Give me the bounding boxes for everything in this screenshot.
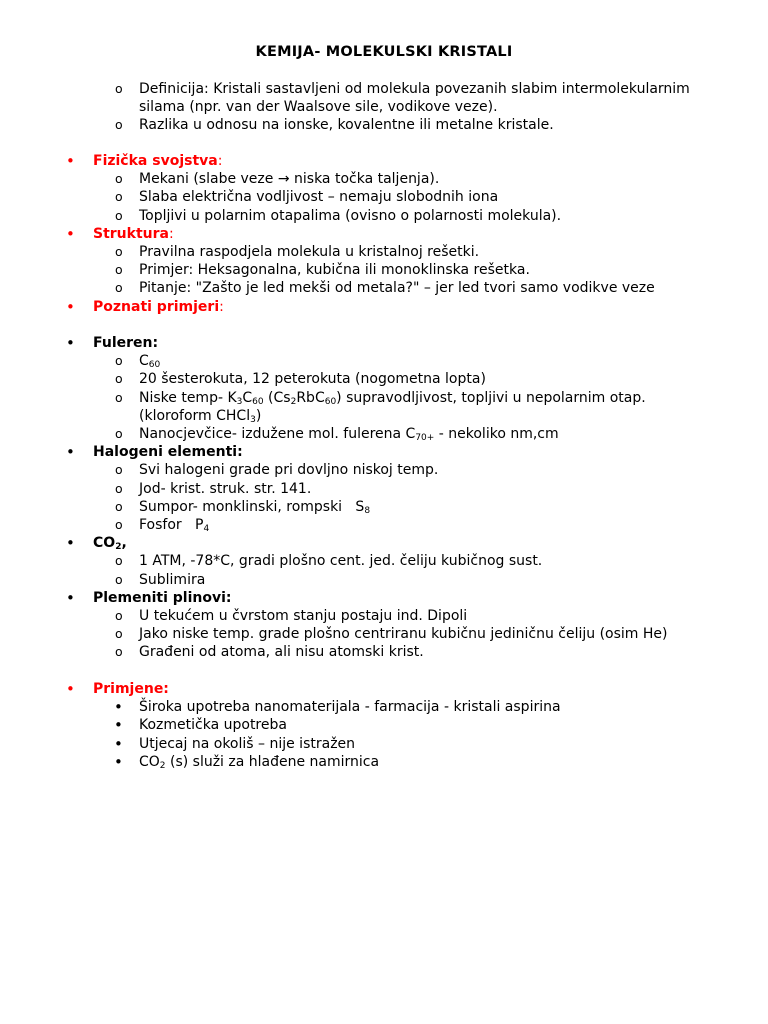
circle-bullet-icon: o <box>115 480 123 496</box>
list-item <box>0 425 768 443</box>
text-part: CO <box>93 535 116 552</box>
list-item-text: Topljivi u polarnim otapalima (ovisno o polarnosti molekula). <box>139 207 562 224</box>
list-item-text: Pitanje: "Zašto je led mekši od metala?" – jer led tvori samo vodikve veze <box>139 280 655 297</box>
circle-bullet-icon: o <box>115 117 123 133</box>
circle-bullet-icon: o <box>115 626 123 642</box>
list-item-text <box>139 352 719 370</box>
bullet-icon: • <box>66 534 75 553</box>
circle-bullet-icon: o <box>115 498 123 514</box>
bullet-icon: • <box>66 334 75 352</box>
circle-bullet-icon: o <box>115 189 123 205</box>
formula-subscript: 4 <box>203 524 210 535</box>
formula-text: C <box>139 353 149 370</box>
red-bullet-icon: • <box>66 297 75 316</box>
list-item <box>0 461 768 479</box>
text-part: ) <box>255 407 262 424</box>
circle-bullet-icon: o <box>115 426 123 442</box>
circle-bullet-icon: o <box>115 280 123 296</box>
list-item <box>0 516 768 534</box>
section-heading-row <box>0 334 768 352</box>
section-heading-row <box>0 152 768 170</box>
text-part: Nanocjevčice- izdužene mol. fulerena C <box>139 426 416 443</box>
list-item <box>0 279 768 297</box>
text-part: (s) služi za hlađene namirnica <box>165 753 380 770</box>
text-part: C <box>242 389 253 406</box>
section-examples <box>0 334 768 662</box>
list-item <box>0 261 768 279</box>
red-bullet-icon: • <box>66 680 75 698</box>
list-item-text: Sublimira <box>139 571 206 588</box>
list-item <box>0 735 768 753</box>
document-title: KEMIJA- MOLEKULSKI KRISTALI <box>255 44 513 60</box>
list-item-text: Pravilna raspodjela molekula u kristalnoj rešetki. <box>139 244 480 261</box>
text-part: Fosfor P <box>139 517 204 534</box>
formula-subscript: 2 <box>290 396 297 407</box>
text-part: Niske temp- K <box>139 389 237 406</box>
subheading-co2 <box>93 534 768 552</box>
section-heading-row <box>0 225 768 243</box>
formula-subscript: 3 <box>250 414 256 425</box>
heading-colon: : <box>219 298 224 315</box>
list-item <box>0 116 768 134</box>
circle-bullet-icon: o <box>115 371 123 387</box>
list-item <box>0 80 768 116</box>
list-item <box>0 643 768 661</box>
bullet-icon: • <box>114 734 123 753</box>
formula-subscript: 70+ <box>415 433 435 444</box>
section-applications <box>0 680 768 771</box>
formula-subscript: 2 <box>159 760 166 771</box>
text-part: , <box>121 535 127 552</box>
list-item-text: 1 ATM, -78*C, gradi plošno cent. jed. čeliju kubičnog sust. <box>139 553 543 570</box>
red-bullet-icon: • <box>66 152 75 170</box>
text-part: (Cs <box>263 389 291 406</box>
circle-bullet-icon: o <box>115 262 123 278</box>
list-item <box>0 753 768 771</box>
circle-bullet-icon: o <box>115 244 123 260</box>
section-heading-row <box>0 680 768 698</box>
heading-colon: : <box>168 225 174 242</box>
circle-bullet-icon: o <box>115 553 123 569</box>
circle-bullet-icon: o <box>115 389 123 405</box>
text-part: ) supravodljivost, topljivi u nepolarnim otap. (kloroform CHCl <box>139 389 646 424</box>
list-item-text <box>139 516 719 534</box>
list-item-text <box>139 498 719 516</box>
text-part: Sumpor- monklinski, rompski S <box>139 498 365 515</box>
list-item <box>0 698 768 716</box>
circle-bullet-icon: o <box>115 517 123 533</box>
section-heading-row <box>0 443 768 461</box>
list-item <box>0 188 768 206</box>
section-physical-properties <box>0 152 768 316</box>
red-bullet-icon: • <box>66 224 75 243</box>
list-item <box>0 170 768 188</box>
section-heading: Primjene: <box>93 681 169 697</box>
list-item-text: Svi halogeni grade pri dovljno niskoj temp. <box>139 462 439 479</box>
text-part: CO <box>139 753 160 770</box>
text-part: RbC <box>296 389 325 406</box>
list-item <box>0 480 768 498</box>
intro-list <box>0 80 768 135</box>
list-item <box>0 552 768 570</box>
text-part: - nekoliko nm,cm <box>434 426 559 443</box>
list-item-text: Jod- krist. struk. str. 141. <box>139 480 312 497</box>
list-item <box>0 389 768 425</box>
circle-bullet-icon: o <box>115 207 123 223</box>
formula-subscript: 3 <box>236 396 243 407</box>
section-heading-row <box>0 534 768 552</box>
circle-bullet-icon: o <box>115 462 123 478</box>
formula-subscript: 2 <box>115 542 122 553</box>
formula-subscript: 60 <box>252 396 264 407</box>
list-item <box>0 207 768 225</box>
formula-subscript: 60 <box>148 360 161 371</box>
bullet-icon: • <box>114 698 123 717</box>
intro-difference: Razlika u odnosu na ionske, kovalentne ili metalne kristale. <box>139 117 554 134</box>
section-heading-row <box>0 589 768 607</box>
list-item <box>0 571 768 589</box>
list-item <box>0 716 768 734</box>
list-item-text: Slaba električna vodljivost – nemaju slobodnih iona <box>139 189 499 206</box>
circle-bullet-icon: o <box>115 644 123 660</box>
section-heading: Fizička svojstva <box>93 153 218 169</box>
list-item-text: Utjecaj na okoliš – nije istražen <box>139 735 356 752</box>
bullet-icon: • <box>114 752 123 771</box>
list-item <box>0 498 768 516</box>
list-item-text <box>139 389 719 425</box>
list-item <box>0 625 768 643</box>
section-heading-row <box>0 298 768 316</box>
list-item-text: 20 šesterokuta, 12 peterokuta (nogometna lopta) <box>139 371 486 388</box>
circle-bullet-icon: o <box>115 571 123 587</box>
subheading-fullerene: Fuleren: <box>93 335 159 351</box>
list-item-text: Široka upotreba nanomaterijala - farmacija - kristali aspirina <box>139 699 561 716</box>
list-item <box>0 607 768 625</box>
subheading-halogens: Halogeni elementi: <box>93 444 243 461</box>
list-item-text <box>139 753 719 771</box>
subheading-noble-gases: Plemeniti plinovi: <box>93 589 232 606</box>
list-item-text: U tekućem u čvrstom stanju postaju ind. Dipoli <box>139 608 468 625</box>
circle-bullet-icon: o <box>115 81 123 96</box>
bullet-icon: • <box>66 588 75 607</box>
formula-subscript: 8 <box>364 505 371 516</box>
list-item-text: Mekani (slabe veze → niska točka taljenja). <box>139 171 440 188</box>
list-item-text: Primjer: Heksagonalna, kubična ili monoklinska rešetka. <box>139 262 530 279</box>
list-item <box>0 370 768 388</box>
section-heading: Poznati primjeri <box>93 298 220 315</box>
heading-colon: : <box>217 153 223 169</box>
formula-subscript: 60 <box>324 396 337 407</box>
bullet-icon: • <box>114 716 123 735</box>
bullet-icon: • <box>66 443 75 462</box>
list-item <box>0 243 768 261</box>
list-item-text <box>139 425 719 443</box>
list-item-text: Kozmetička upotreba <box>139 717 287 734</box>
list-item <box>0 352 768 370</box>
circle-bullet-icon: o <box>115 608 123 624</box>
list-item-text: Građeni od atoma, ali nisu atomski krist. <box>139 644 424 661</box>
circle-bullet-icon: o <box>115 353 123 369</box>
circle-bullet-icon: o <box>115 171 123 187</box>
list-item-text: Jako niske temp. grade plošno centriranu kubičnu jediničnu čeliju (osim He) <box>139 626 668 643</box>
intro-definition: Definicija: Kristali sastavljeni od molekula povezanih slabim intermolekularnim silama (npr. van der Waalsove sile, vodikove veze). <box>139 81 690 116</box>
section-heading: Struktura <box>93 225 169 242</box>
